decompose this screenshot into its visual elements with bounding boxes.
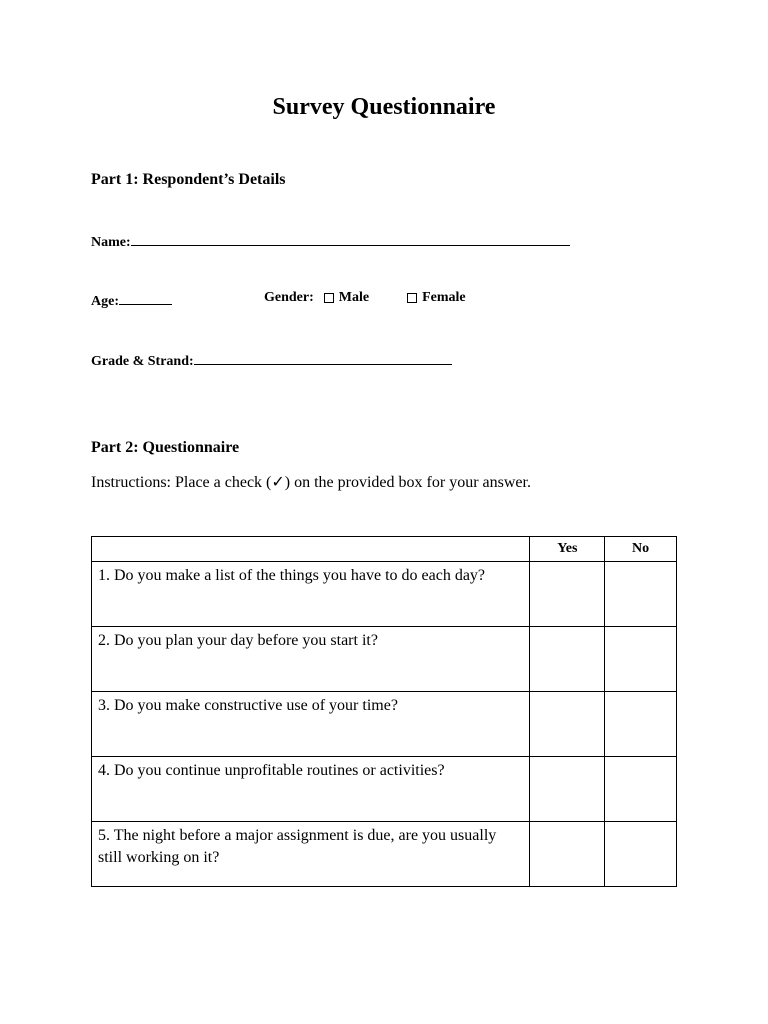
age-input-line[interactable] <box>119 290 172 305</box>
no-answer-box[interactable] <box>605 822 677 887</box>
yes-answer-box[interactable] <box>530 822 605 887</box>
question-text: 4. Do you continue unprofitable routines or activities? <box>92 757 530 822</box>
gender-label: Gender: <box>264 290 314 305</box>
grade-field-row <box>91 350 452 370</box>
yes-answer-box[interactable] <box>530 627 605 692</box>
gender-field <box>264 290 466 306</box>
name-field-row <box>91 231 570 251</box>
table-row <box>92 757 677 822</box>
gender-option-male[interactable] <box>324 290 369 306</box>
table-row <box>92 562 677 627</box>
part2-heading: Part 2: Questionnaire <box>91 439 240 456</box>
age-field-row <box>91 290 172 310</box>
female-label: Female <box>422 290 466 305</box>
page-title: Survey Questionnaire <box>272 94 496 120</box>
no-answer-box[interactable] <box>605 627 677 692</box>
gender-option-female[interactable] <box>407 290 466 306</box>
question-text: 2. Do you plan your day before you start it? <box>92 627 530 692</box>
male-label: Male <box>338 290 370 305</box>
yes-answer-box[interactable] <box>530 692 605 757</box>
questionnaire-table <box>91 536 677 887</box>
yes-column-header: Yes <box>530 537 605 562</box>
question-text: 3. Do you make constructive use of your time? <box>92 692 530 757</box>
no-answer-box[interactable] <box>605 757 677 822</box>
table-row <box>92 627 677 692</box>
yes-answer-box[interactable] <box>530 757 605 822</box>
part1-heading: Part 1: Respondent’s Details <box>91 171 286 188</box>
name-label: Name: <box>91 235 131 250</box>
table-row <box>92 822 677 887</box>
question-text: 5. The night before a major assignment is due, are you usually still working on it? <box>92 822 530 887</box>
table-header-row <box>92 537 677 562</box>
no-column-header: No <box>605 537 677 562</box>
age-label: Age: <box>91 294 119 309</box>
grade-label: Grade & Strand: <box>91 354 194 369</box>
yes-answer-box[interactable] <box>530 562 605 627</box>
male-checkbox[interactable] <box>324 293 334 303</box>
grade-input-line[interactable] <box>194 350 452 365</box>
no-answer-box[interactable] <box>605 562 677 627</box>
instructions-text: Instructions: Place a check (✓) on the provided box for your answer. <box>91 474 531 491</box>
table-row <box>92 692 677 757</box>
name-input-line[interactable] <box>131 231 570 246</box>
no-answer-box[interactable] <box>605 692 677 757</box>
question-text: 1. Do you make a list of the things you have to do each day? <box>92 562 530 627</box>
female-checkbox[interactable] <box>407 293 417 303</box>
question-column-header <box>92 537 530 562</box>
